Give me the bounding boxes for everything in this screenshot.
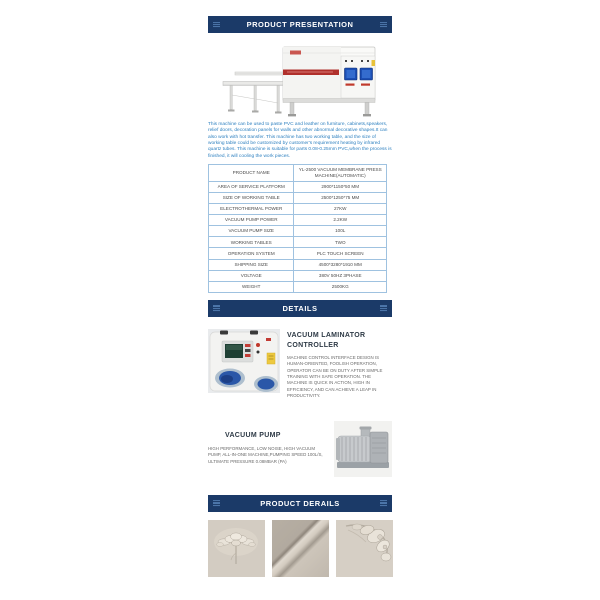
spec-value-cell: 2500KG (294, 281, 387, 292)
table-row (209, 164, 387, 181)
ornate-scroll-illustration (336, 520, 393, 577)
table-row (209, 270, 387, 281)
table-row (209, 281, 387, 292)
spec-label-cell: WORKING TABLES (209, 237, 294, 248)
detail-photo-panel-groove (272, 520, 329, 577)
spec-value-cell: 2900*1150*50 MM (294, 181, 387, 192)
spec-label-cell: AREA OF SERVICE PLATFORM (209, 181, 294, 192)
spec-value-cell: 2.2KW (294, 215, 387, 226)
banner-title: PRODUCT DERAILS (260, 498, 340, 508)
menu-icon-right (380, 22, 387, 28)
spec-value-cell: 4500*3280*1910 MM (294, 259, 387, 270)
table-row (209, 204, 387, 215)
table-row (209, 181, 387, 192)
controller-text-block (287, 329, 392, 400)
table-row (209, 226, 387, 237)
spec-label-cell: VACUUM PUMP SIZE (209, 226, 294, 237)
table-row (209, 215, 387, 226)
vacuum-press-machine-illustration (221, 43, 379, 119)
controller-section (208, 329, 392, 400)
menu-icon-left (213, 305, 220, 311)
carved-floral-illustration (208, 520, 265, 577)
pump-text-block (208, 421, 330, 466)
controller-photo (208, 329, 280, 393)
spec-label-cell: SHIPPING SIZE (209, 259, 294, 270)
spec-label-cell: VACUUM PUMP POWER (209, 215, 294, 226)
menu-icon-left (213, 22, 220, 28)
table-row (209, 192, 387, 203)
spec-value-cell: 27KW (294, 204, 387, 215)
spec-label-cell: SIZE OF WORKING TABLE (209, 192, 294, 203)
banner-product-presentation (208, 16, 392, 33)
controller-title: VACUUM LAMINATOR CONTROLLER (287, 331, 366, 350)
table-row (209, 259, 387, 270)
vacuum-pump-illustration (334, 421, 392, 477)
table-row (209, 248, 387, 259)
controller-panel-illustration (208, 329, 280, 393)
banner-details (208, 300, 392, 317)
detail-photo-ornate-scroll (336, 520, 393, 577)
menu-icon-right (380, 500, 387, 506)
spec-value-cell: 380V 50HZ 3PHASE (294, 270, 387, 281)
spec-value-cell: 2500*1250*75 MM (294, 192, 387, 203)
spec-label-cell: VOLTAGE (209, 270, 294, 281)
pump-photo (334, 421, 392, 477)
spec-value-cell: TWO (294, 237, 387, 248)
detail-photo-carved-floral (208, 520, 265, 577)
spec-value-cell: PLC TOUCH SCREEN (294, 248, 387, 259)
spec-label-cell: OPERATION SYSTEM (209, 248, 294, 259)
banner-product-derails (208, 495, 392, 512)
spec-table (208, 164, 387, 293)
spec-label-cell: ELECTROTHERMAL POWER (209, 204, 294, 215)
table-row (209, 237, 387, 248)
spec-label-cell: PRODUCT NAME (209, 164, 294, 181)
detail-photos-row (208, 520, 392, 577)
product-description: This machine can be used to paste PVC and leather on furniture, cabinets,speakers, relief doors, decoration panels for walls and other abnormal decorative shapes.It can also work with hot transfer. This machine has two working table, and the size of working table could be customized by customer's requirement heating by infrared quartz tubes. This machine is suitable for parts 0.08-0.25mm PVC,when the process is finished, it will cooling the work pieces. (208, 122, 392, 159)
spec-value-cell: 100L (294, 226, 387, 237)
spec-value-cell: YL-2500 VACUUM MEMBRANE PRESS MACHINE(AUTOMATIC) (294, 164, 387, 181)
controller-body: MACHINE CONTROL INTERFACE DESIGN IS HUMAN-ORIENTED, FOOLISH OPERATION, OPERATOR CAN BE ON DUTY AFTER SIMPLE TRAINING WITH SAFE OPERATION. THE MACHINE IS QUICK IN ACTION, HIGH IN EFFICIENCY, AND CAN ACHIEVE A LEAP IN PRODUCTIVITY. (287, 354, 383, 399)
pump-title: VACUUM PUMP (225, 431, 281, 439)
pump-body: HIGH PERFORMANCE, LOW NOISE, HIGH VACUUM PUMP, ALL-IN-ONE MACHINE,PUMPING SPEED 100L/S, ULTIMATE PRESSURE 0.08MBAR (PA) (208, 446, 323, 464)
pump-section (208, 421, 392, 477)
banner-title: PRODUCT PRESENTATION (246, 20, 354, 29)
spec-label-cell: WEIGHT (209, 281, 294, 292)
menu-icon-right (380, 305, 387, 311)
menu-icon-left (213, 500, 220, 506)
banner-title: DETAILS (282, 303, 318, 313)
machine-photo (221, 43, 379, 119)
content-column (208, 16, 392, 577)
